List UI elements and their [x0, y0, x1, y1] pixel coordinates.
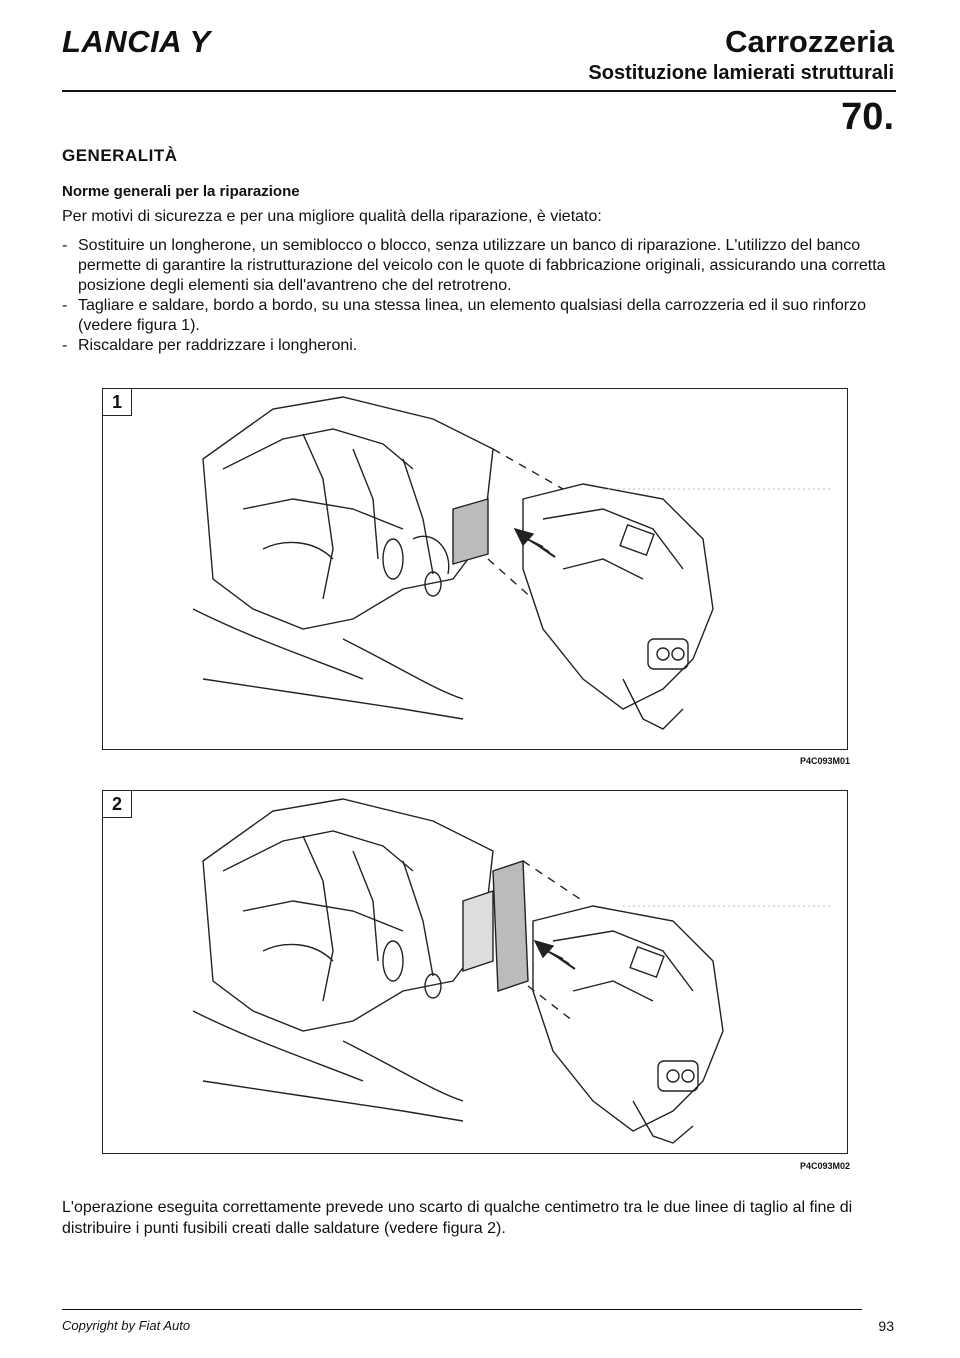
footer-rule	[62, 1309, 862, 1310]
figure-number: 2	[103, 791, 132, 818]
list-item: - Sostituire un longherone, un semiblocco o blocco, senza utilizzare un banco di riparazione. L'utilizzo del banco permette di garantire la ristrutturazione del veicolo con le quote di fabbricazione originali, assicurando una corretta posizione degli elementi sia dell'avantreno che del retrotreno.	[62, 236, 900, 296]
figure-code: P4C093M01	[800, 756, 851, 766]
subsection-heading: Norme generali per la riparazione	[62, 183, 300, 200]
figure-2-illustration	[103, 791, 847, 1153]
list-item: - Tagliare e saldare, bordo a bordo, su una stessa linea, un elemento qualsiasi della carrozzeria ed il suo rinforzo (vedere figura 1).	[62, 296, 900, 336]
figure-code: P4C093M02	[800, 1161, 851, 1171]
page-number: 93	[878, 1318, 894, 1334]
manual-model-title: LANCIA Y	[62, 24, 211, 59]
header-rule	[62, 90, 896, 92]
intro-text: Per motivi di sicurezza e per una migliore qualità della riparazione, è vietato:	[62, 208, 602, 225]
chapter-number: 70.	[841, 96, 894, 138]
body-paragraph: L'operazione eseguita correttamente prevede uno scarto di qualche centimetro tra le due linee di taglio al fine di distribuire i punti fusibili creati dalle saldature (vedere figura 2).	[62, 1199, 853, 1237]
section-heading: GENERALITÀ	[62, 146, 178, 165]
figure-1	[102, 388, 848, 750]
figure-1-illustration	[103, 389, 847, 749]
subsection-title: Sostituzione lamierati strutturali	[588, 62, 894, 84]
figure-2	[102, 790, 848, 1154]
section-title: Carrozzeria	[725, 24, 894, 59]
copyright-notice: Copyright by Fiat Auto	[62, 1318, 191, 1333]
list-item: - Riscaldare per raddrizzare i longheroni.	[62, 336, 900, 356]
prohibition-list	[62, 236, 900, 356]
figure-number: 1	[103, 389, 132, 416]
